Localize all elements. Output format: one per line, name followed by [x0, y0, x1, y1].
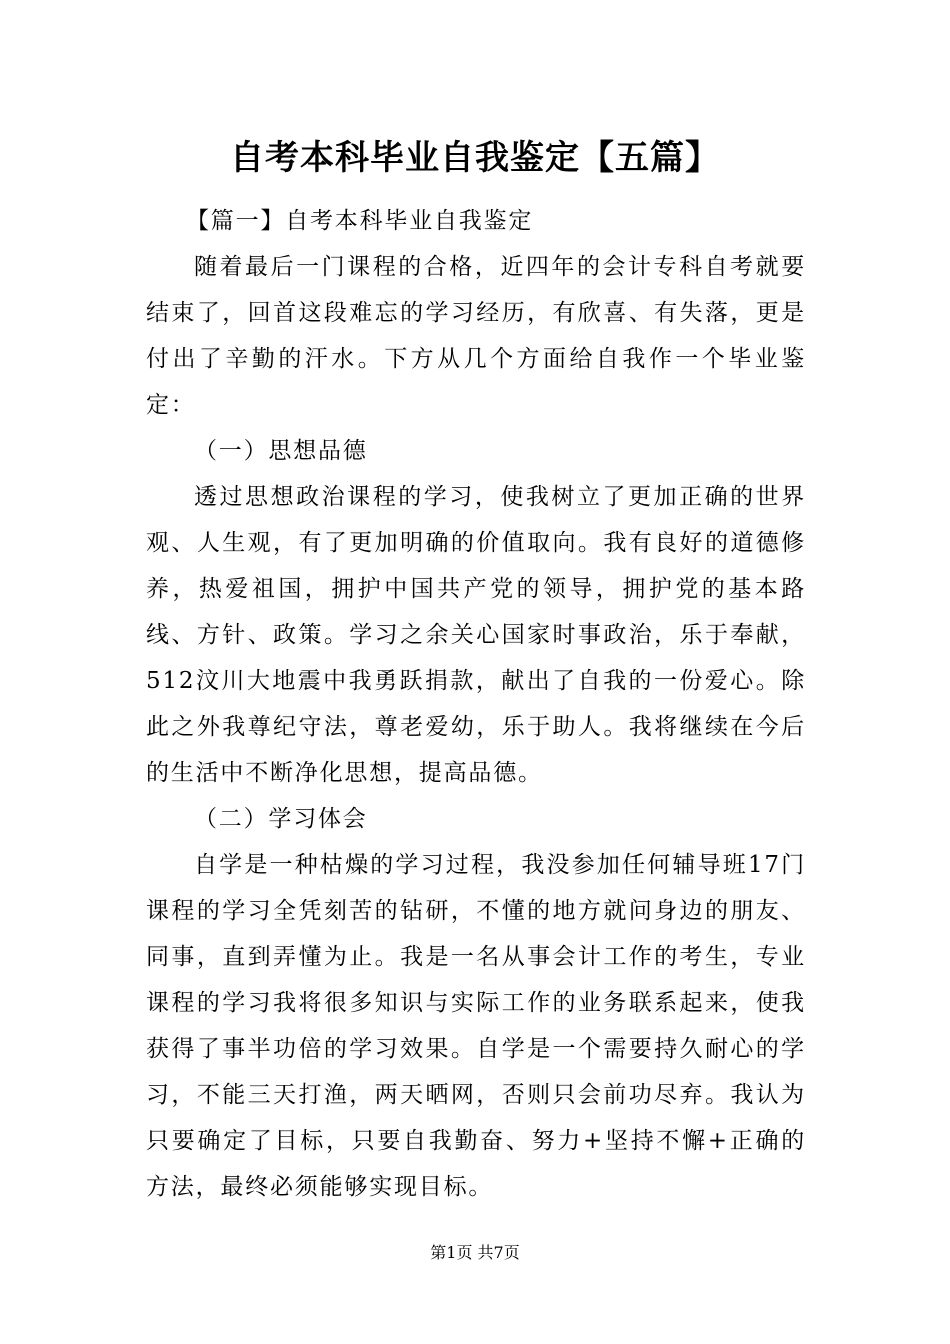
section-paragraph-morality: 透过思想政治课程的学习，使我树立了更加正确的世界观、人生观，有了更加明确的价值取向。我有良好的道德修养，热爱祖国，拥护中国共产党的领导，拥护党的基本路线、方针、政策。学习之余关心国家时事政治，乐于奉献，512汶川大地震中我勇跃捐款，献出了自我的一份爱心。除此之外我尊纪守法，尊老爱幼，乐于助人。我将继续在今后的生活中不断净化思想，提高品德。 [146, 484, 806, 786]
page-footer: 第1页 共7页 [430, 1243, 520, 1262]
section-paragraph-study: 自学是一种枯燥的学习过程，我没参加任何辅导班17门课程的学习全凭刻苦的钻研，不懂的地方就问身边的朋友、同事，直到弄懂为止。我是一名从事会计工作的考生，专业课程的学习我将很多知识与实际工作的业务联系起来，使我获得了事半功倍的学习效果。自学是一个需要持久耐心的学习，不能三天打渔，两天晒网，否则只会前功尽弃。我认为只要确定了目标，只要自我勤奋、努力+坚持不懈+正确的方法，最终必须能够实现目标。 [146, 852, 806, 1200]
document-body [146, 198, 806, 1210]
section-heading-morality: （一）思想品德 [194, 438, 368, 464]
part-heading: 【篇一】自考本科毕业自我鉴定 [186, 208, 534, 234]
section-heading-study: （二）学习体会 [194, 806, 368, 832]
intro-paragraph: 随着最后一门课程的合格，近四年的会计专科自考就要结束了，回首这段难忘的学习经历，有欣喜、有失落，更是付出了辛勤的汗水。下方从几个方面给自我作一个毕业鉴定： [146, 254, 806, 418]
document-title: 自考本科毕业自我鉴定【五篇】 [230, 138, 720, 178]
